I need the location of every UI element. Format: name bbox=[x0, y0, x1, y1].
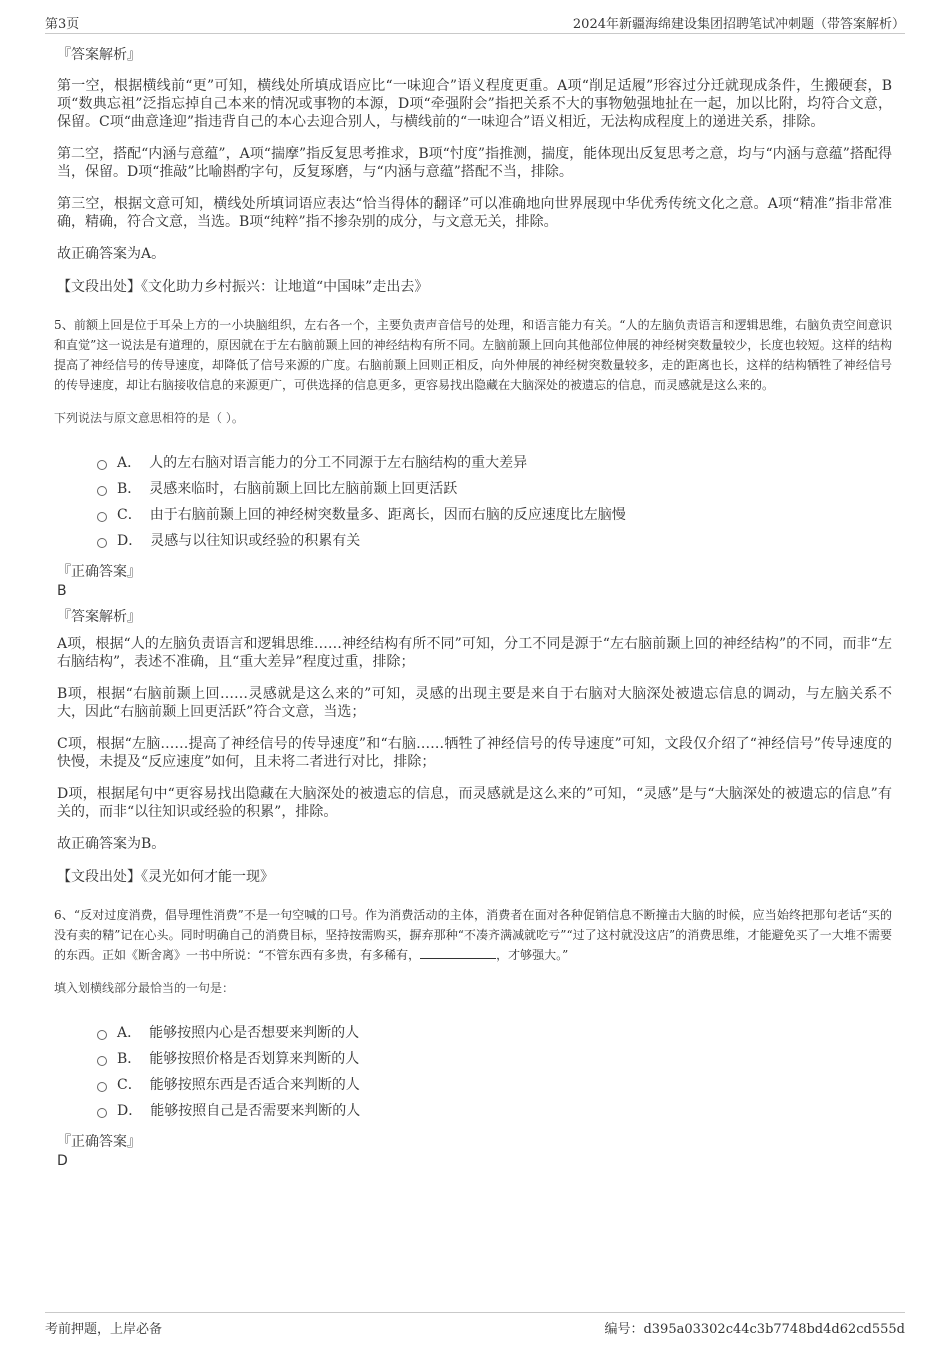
option-letter: B． bbox=[117, 1051, 142, 1067]
q5-analysis-b: B项，根据“右脑前颞上回……灵感就是这么来的”可知，灵感的出现主要是来自于右脑对大脑深处被遗忘信息的调动，与左脑关系不大，因此“右脑前颞上回更活跃”符合文意，当选； bbox=[57, 686, 892, 720]
option-text: 能够按照自己是否需要来判断的人 bbox=[150, 1103, 361, 1119]
q5-option-b[interactable] bbox=[97, 475, 892, 501]
q5-source: 【文段出处】《灵光如何才能一现》 bbox=[57, 869, 274, 885]
option-letter: A． bbox=[117, 455, 142, 471]
q5-passage: 5、前额上回是位于耳朵上方的一小块脑组织，左右各一个，主要负责声音信号的处理，和语言能力有关。“人的左脑负责语言和逻辑思维，右脑负责空间意识和直觉”这一说法是有道理的，原因就在于左右脑前颞上回的神经结构有所不同。左脑前颞上回向其他部位伸展的神经树突数量较少，长度也较短。这样的结构提高了神经信号的传导速度，却降低了信号来源的广度。右脑前颞上回则正相反，向外伸展的神经树突数量较多，走的距离也长，这样的结构牺牲了神经信号的传导速度，却让右脑接收信息的来源更广，可供选择的信息更多，更容易找出隐藏在大脑深处的被遗忘的信息，而灵感就是这么来的。 bbox=[54, 318, 892, 392]
option-letter: B． bbox=[117, 481, 142, 497]
document-id: 编号：d395a03302c44c3b7748bd4d62cd555d bbox=[604, 1322, 905, 1337]
q5-answer: B bbox=[57, 583, 67, 599]
page-content bbox=[54, 45, 892, 1177]
option-text: 能够按照东西是否适合来判断的人 bbox=[149, 1077, 360, 1093]
q4-analysis-label: 『答案解析』 bbox=[57, 47, 141, 63]
radio-icon[interactable] bbox=[97, 1108, 107, 1118]
page-number: 第3页 bbox=[45, 17, 80, 32]
footer-slogan: 考前押题，上岸必备 bbox=[45, 1322, 163, 1337]
radio-icon[interactable] bbox=[97, 486, 107, 496]
q6-passage bbox=[54, 905, 892, 965]
page-footer bbox=[45, 1312, 905, 1335]
q5-question: 下列说法与原文意思相符的是（ ）。 bbox=[54, 411, 244, 425]
q4-conclusion: 故正确答案为A。 bbox=[57, 246, 166, 262]
q5-option-d[interactable] bbox=[97, 527, 892, 553]
option-text: 能够按照价格是否划算来判断的人 bbox=[149, 1051, 360, 1067]
q6-answer-label: 『正确答案』 bbox=[57, 1134, 141, 1150]
q4-analysis-blank2: 第二空，搭配“内涵与意蕴”，A项“揣摩”指反复思考推求，B项“忖度”指推测，揣度，能体现出反复思考之意，均与“内涵与意蕴”搭配得当，保留。D项“推敲”比喻斟酌字句，反复琢磨，与“内涵与意蕴”搭配不当，排除。 bbox=[57, 146, 892, 180]
q6-passage-after: ，才够强大。” bbox=[496, 948, 569, 962]
q5-options bbox=[97, 449, 892, 553]
document-title: 2024年新疆海绵建设集团招聘笔试冲刺题（带答案解析） bbox=[572, 17, 905, 32]
radio-icon[interactable] bbox=[97, 512, 107, 522]
q6-question: 填入划横线部分最恰当的一句是： bbox=[54, 981, 235, 995]
option-text: 灵感来临时，右脑前颞上回比左脑前颞上回更活跃 bbox=[149, 481, 458, 497]
q6-option-d[interactable] bbox=[97, 1097, 892, 1123]
q6-option-a[interactable] bbox=[97, 1019, 892, 1045]
q6-option-c[interactable] bbox=[97, 1071, 892, 1097]
q4-analysis-blank1: 第一空，根据横线前“更”可知，横线处所填成语应比“一味迎合”语义程度更重。A项“削足适履”形容过分迁就现成条件，生搬硬套，B项“数典忘祖”泛指忘掉自己本来的情况或事物的本源，D项“牵强附会”指把关系不大的事物勉强地扯在一起，加以比附，均符合文意，保留。C项“曲意逢迎”指违背自己的本心去迎合别人，与横线前的“一味迎合”语义相近，无法构成程度上的递进关系，排除。 bbox=[57, 78, 892, 130]
q6-passage-before: 6、“反对过度消费，倡导理性消费”不是一句空喊的口号。作为消费活动的主体，消费者在面对各种促销信息不断撞击大脑的时候，应当始终把那句老话“买的没有卖的精”记在心头。同时明确自己的消费目标，坚持按需购买，摒弃那种“不凑齐满减就吃亏”“过了这村就没这店”的消费思维，才能避免买了一大堆不需要的东西。正如《断舍离》一书中所说：“不管东西有多贵，有多稀有， bbox=[54, 908, 892, 962]
q4-source: 【文段出处】《文化助力乡村振兴：让地道“中国味”走出去》 bbox=[57, 279, 429, 295]
q5-option-c[interactable] bbox=[97, 501, 892, 527]
q6-option-b[interactable] bbox=[97, 1045, 892, 1071]
option-text: 灵感与以往知识或经验的积累有关 bbox=[150, 533, 361, 549]
q5-analysis-a: A项，根据“人的左脑负责语言和逻辑思维……神经结构有所不同”可知，分工不同是源于“左右脑前颞上回的神经结构”的不同，而非“左右脑结构”，表述不准确，且“重大差异”程度过重，排除； bbox=[57, 636, 892, 670]
page-header bbox=[45, 13, 905, 34]
option-letter: C． bbox=[117, 1077, 142, 1093]
q5-analysis-c: C项，根据“左脑……提高了神经信号的传导速度”和“右脑……牺牲了神经信号的传导速度”可知，文段仅介绍了“神经信号”传导速度的快慢，未提及“反应速度”如何，且未将二者进行对比，排除； bbox=[57, 736, 892, 770]
q6-answer: D bbox=[57, 1153, 68, 1169]
q6-options bbox=[97, 1019, 892, 1123]
radio-icon[interactable] bbox=[97, 1056, 107, 1066]
q5-conclusion: 故正确答案为B。 bbox=[57, 836, 166, 852]
fill-blank-line bbox=[420, 946, 496, 959]
q5-answer-label: 『正确答案』 bbox=[57, 564, 141, 580]
q5-analysis-label: 『答案解析』 bbox=[57, 609, 141, 625]
option-letter: D． bbox=[117, 1103, 143, 1119]
radio-icon[interactable] bbox=[97, 1082, 107, 1092]
q5-option-a[interactable] bbox=[97, 449, 892, 475]
option-text: 由于右脑前颞上回的神经树突数量多、距离长，因而右脑的反应速度比左脑慢 bbox=[149, 507, 626, 523]
radio-icon[interactable] bbox=[97, 1030, 107, 1040]
radio-icon[interactable] bbox=[97, 538, 107, 548]
q4-analysis-blank3: 第三空，根据文意可知，横线处所填词语应表达“恰当得体的翻译”可以准确地向世界展现中华优秀传统文化之意。A项“精准”指非常准确，精确，符合文意，当选。B项“纯粹”指不掺杂别的成分，与文意无关，排除。 bbox=[57, 196, 892, 230]
option-text: 人的左右脑对语言能力的分工不同源于左右脑结构的重大差异 bbox=[149, 455, 528, 471]
option-letter: A． bbox=[117, 1025, 142, 1041]
option-letter: D． bbox=[117, 533, 143, 549]
q5-analysis-d: D项，根据尾句中“更容易找出隐藏在大脑深处的被遗忘的信息，而灵感就是这么来的”可知，“灵感”是与“大脑深处的被遗忘的信息”有关的，而非“以往知识或经验的积累”，排除。 bbox=[57, 786, 892, 820]
option-text: 能够按照内心是否想要来判断的人 bbox=[149, 1025, 360, 1041]
radio-icon[interactable] bbox=[97, 460, 107, 470]
option-letter: C． bbox=[117, 507, 142, 523]
